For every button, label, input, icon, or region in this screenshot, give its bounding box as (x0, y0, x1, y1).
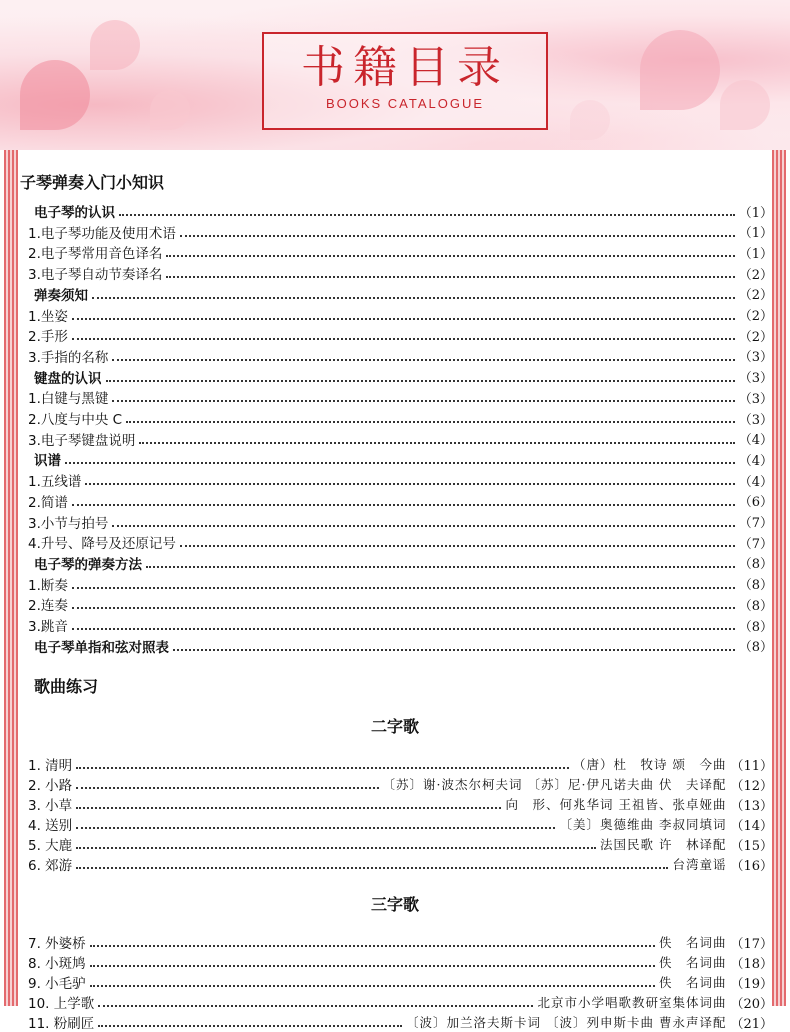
leader-dots (98, 1005, 533, 1007)
toc-entry (28, 794, 773, 814)
leader-dots (90, 965, 655, 967)
leader-dots (92, 297, 735, 299)
catalogue-title-box (262, 32, 548, 130)
toc-entry-page: （6） (738, 495, 773, 511)
toc-entry-page: （3） (738, 371, 773, 387)
toc-entry-page: （7） (738, 536, 773, 552)
petal-decoration (90, 20, 140, 70)
toc-entry-credit: 佚 名词曲 (658, 935, 727, 950)
toc-entry-credit: 佚 名词曲 (658, 975, 727, 990)
toc-entry-page: （8） (738, 640, 773, 656)
catalogue-subtitle: BOOKS CATALOGUE (325, 96, 485, 111)
toc-entry-label: 4.升号、降号及还原记号 (28, 536, 176, 553)
toc-entry (28, 574, 773, 594)
leader-dots (98, 1025, 402, 1027)
toc-entry-page: （8） (738, 619, 773, 635)
toc-entry (28, 367, 773, 387)
leader-dots (166, 276, 734, 278)
toc-entry (28, 325, 773, 345)
toc-entry-label: 10. 上学歌 (28, 996, 95, 1012)
leader-dots (72, 318, 735, 320)
toc-entry-page: （3） (738, 412, 773, 428)
toc-entry (28, 284, 773, 304)
petal-decoration (150, 90, 190, 130)
toc-entry-label: 1.白键与黑键 (28, 391, 109, 408)
toc-entry-page: （1） (738, 205, 773, 221)
leader-dots (85, 483, 734, 485)
toc-entry-label: 2.手形 (28, 329, 68, 346)
toc-entry-page: （3） (738, 391, 773, 407)
toc-entry-page: （21） (730, 1016, 773, 1032)
toc-entry (28, 242, 773, 262)
leader-dots (112, 359, 734, 361)
leader-dots (166, 255, 734, 257)
toc-entry-label: 3.电子琴键盘说明 (28, 432, 136, 449)
toc-entry-page: （18） (730, 956, 773, 972)
toc-entry-label: 电子琴单指和弦对照表 (34, 639, 169, 656)
leader-dots (146, 566, 735, 568)
section-title: 歌曲练习 (34, 677, 99, 696)
section-title: 子琴弹奏入门小知识 (20, 173, 165, 192)
toc-entry (28, 952, 773, 972)
petal-decoration (640, 30, 720, 110)
toc-entry (28, 449, 773, 469)
toc-entry-label: 3. 小草 (28, 798, 73, 814)
leader-dots (76, 787, 378, 789)
song-group-title: 三字歌 (370, 895, 419, 914)
toc-entry (28, 491, 773, 511)
toc-entry-credit: 法国民歌 许 林译配 (599, 837, 727, 852)
toc-entry (28, 346, 773, 366)
toc-entry-label: 1.坐姿 (28, 308, 68, 325)
toc-entry-label: 2.连奏 (28, 598, 68, 615)
toc-entry-label: 弹奏须知 (34, 287, 88, 304)
leader-dots (180, 545, 735, 547)
leader-dots (72, 338, 735, 340)
toc-entry (28, 201, 773, 221)
toc-entry-page: （19） (730, 976, 773, 992)
leader-dots (90, 985, 655, 987)
toc-entry-label: 3.电子琴自动节奏译名 (28, 267, 163, 284)
toc-entry-credit: 台湾童谣 (672, 857, 727, 872)
leader-dots (180, 235, 735, 237)
toc-entry-label: 2.八度与中央 C (28, 412, 123, 428)
toc-entry-page: （8） (738, 578, 773, 594)
toc-entry-label: 1.电子琴功能及使用术语 (28, 225, 176, 242)
toc-entry (28, 470, 773, 490)
toc-entry (28, 834, 773, 854)
toc-entry-page: （13） (730, 798, 773, 814)
toc-entry-label: 1.断奏 (28, 577, 68, 594)
leader-dots (72, 628, 735, 630)
toc-entry-credit: 北京市小学唱歌教研室集体词曲 (537, 995, 727, 1010)
toc-entry-credit: 〔波〕加兰洛夫斯卡词 〔波〕列申斯卡曲 曹永声译配 (406, 1015, 727, 1030)
toc-entry-label: 电子琴的弹奏方法 (34, 556, 142, 573)
song-group-title: 二字歌 (370, 717, 419, 736)
petal-decoration (20, 60, 90, 130)
leader-dots (65, 462, 735, 464)
toc-entry (28, 553, 773, 573)
leader-dots (90, 945, 655, 947)
toc-entry (28, 932, 773, 952)
toc-entry-page: （16） (730, 858, 773, 874)
leader-dots (76, 867, 668, 869)
toc-entry-page: （17） (730, 936, 773, 952)
toc-entry-page: （12） (730, 778, 773, 794)
leader-dots (76, 807, 501, 809)
toc-entry (28, 594, 773, 614)
toc-entry (28, 408, 773, 428)
toc-entry-label: 3.手指的名称 (28, 349, 109, 366)
toc-entry (28, 636, 773, 656)
toc-entry-page: （20） (730, 996, 773, 1012)
toc-entry-page: （1） (738, 226, 773, 242)
header-banner (0, 0, 790, 150)
toc-entry-page: （2） (738, 309, 773, 324)
leader-dots (112, 525, 734, 527)
toc-entry-page: （8） (738, 557, 773, 573)
toc-entry-credit: 〔苏〕谢·波杰尔柯夫词 〔苏〕尼·伊凡诺夫曲 伏 夫译配 (382, 777, 727, 792)
toc-entry-page: （14） (730, 818, 773, 834)
toc-entry-credit: 佚 名词曲 (658, 955, 727, 970)
toc-entry-page: （4） (738, 453, 773, 469)
toc-entry-label: 键盘的认识 (34, 370, 102, 387)
toc-entry (28, 512, 773, 532)
toc-entry-page: （2） (738, 288, 773, 304)
toc-entry-page: （4） (738, 474, 773, 490)
leader-dots (76, 847, 596, 849)
toc-entry-page: （2） (738, 267, 773, 283)
leader-dots (72, 504, 735, 506)
toc-entry (28, 992, 773, 1012)
toc-entry (28, 222, 773, 242)
leader-dots (173, 649, 735, 651)
toc-entry-label: 电子琴的认识 (34, 205, 115, 221)
toc-entry (28, 972, 773, 992)
toc-entry-page: （8） (738, 598, 773, 614)
toc-entry (28, 532, 773, 552)
leader-dots (76, 767, 569, 769)
toc-entry-label: 2. 小路 (28, 778, 73, 794)
leader-dots (106, 380, 735, 382)
toc-entry-page: （2） (738, 329, 773, 345)
toc-entry-label: 3.小节与拍号 (28, 515, 109, 532)
petal-decoration (720, 80, 770, 130)
toc-entry-label: 4. 送别 (28, 818, 73, 834)
toc-entry-credit: （唐）杜 牧诗 颂 今曲 (572, 757, 727, 772)
toc-entry (28, 854, 773, 874)
toc-entry-label: 2.电子琴常用音色译名 (28, 246, 163, 263)
petal-decoration (570, 100, 610, 140)
toc-entry-label: 8. 小斑鸠 (28, 956, 86, 972)
toc-entry-page: （7） (738, 516, 773, 531)
toc-entry-label: 2.简谱 (28, 494, 68, 511)
toc-entry-label: 5. 大鹿 (28, 838, 73, 854)
toc-entry-label: 1.五线谱 (28, 474, 82, 491)
toc-entry (28, 387, 773, 407)
toc-entry-label: 11. 粉刷匠 (28, 1016, 95, 1032)
toc-entry-label: 6. 郊游 (28, 858, 73, 874)
toc-entry-credit: 向 形、何兆华词 王祖皆、张卓娅曲 (505, 797, 727, 812)
leader-dots (76, 827, 555, 829)
leader-dots (72, 607, 735, 609)
leader-dots (126, 421, 735, 423)
toc-entry-label: 1. 清明 (28, 758, 73, 774)
toc-entry-credit: 〔美〕奥德维曲 李叔同填词 (559, 817, 727, 832)
leader-dots (119, 214, 735, 216)
leader-dots (112, 400, 734, 402)
toc-entry (28, 814, 773, 834)
toc-entry-label: 9. 小毛驴 (28, 976, 86, 992)
leader-dots (139, 442, 734, 444)
toc-entry (28, 263, 773, 283)
toc-entry (28, 774, 773, 794)
toc-entry-page: （15） (730, 838, 773, 854)
toc-entry (28, 429, 773, 449)
toc-entry (28, 305, 773, 325)
toc-entry-page: （11） (730, 758, 773, 774)
catalogue-title: 书籍目录 (301, 42, 509, 93)
toc-entry-label: 7. 外婆桥 (28, 936, 86, 952)
toc-entry (28, 754, 773, 774)
toc-entry-label: 3.跳音 (28, 619, 68, 635)
toc-entry-page: （1） (738, 246, 773, 262)
leader-dots (72, 587, 735, 589)
toc-entry-page: （3） (738, 350, 773, 366)
toc-entry (28, 1012, 773, 1032)
toc-entry (28, 615, 773, 635)
toc-entry-label: 识谱 (34, 453, 61, 470)
toc-entry-page: （4） (738, 433, 773, 449)
